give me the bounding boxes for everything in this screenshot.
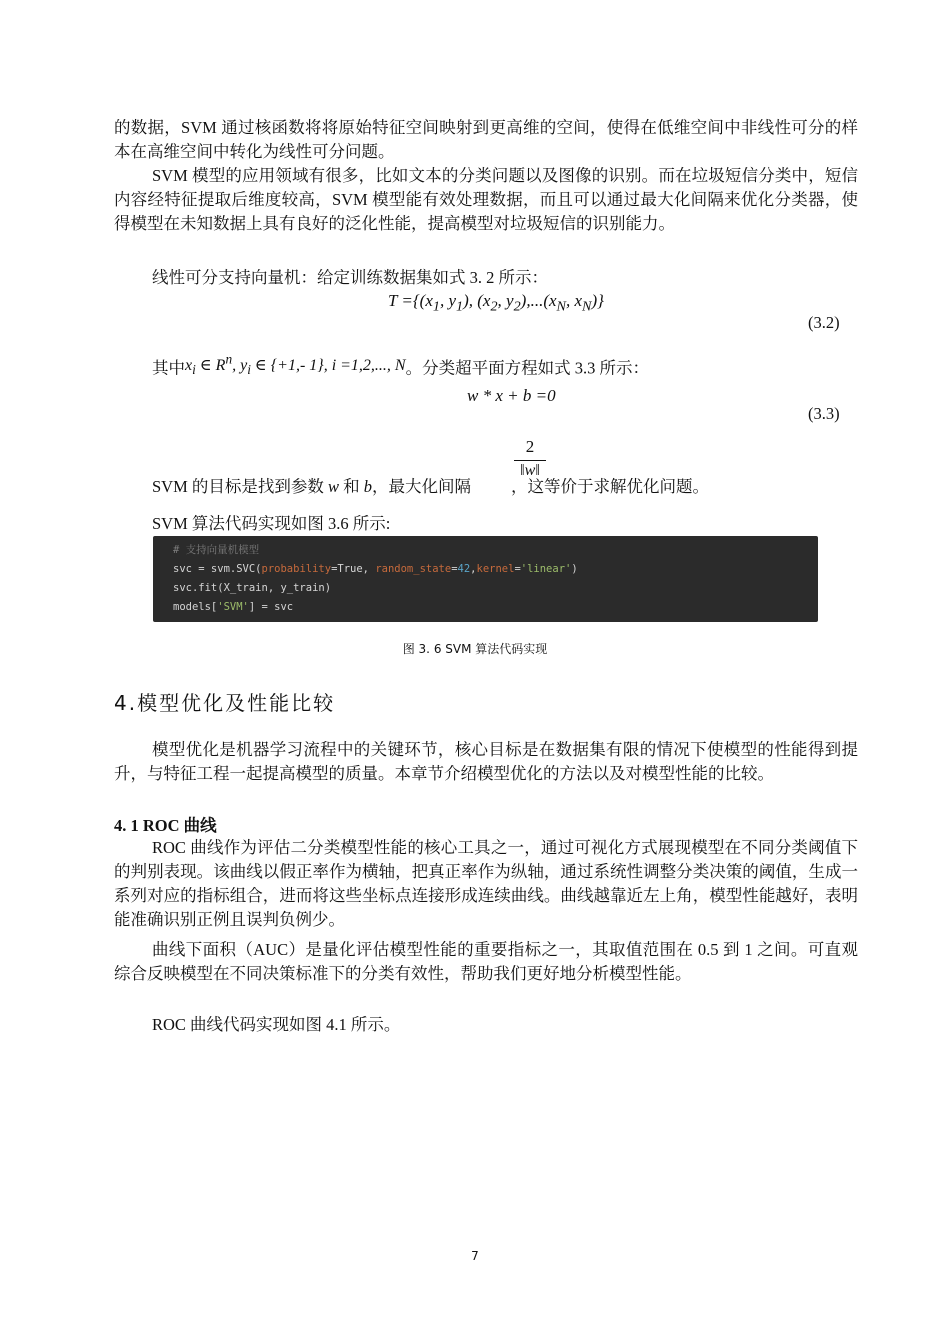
code-token: ] = svc <box>248 601 294 613</box>
conditions-math: $x_i$ ∈ $R^n$, $y_i$ ∈ {+1,- 1}, i =1,2,..., N <box>185 352 406 378</box>
equation-3-3: w * x + b =0 <box>467 386 556 405</box>
code-line-svc <box>173 560 818 579</box>
paragraph-code-intro: SVM 算法代码实现如图 3.6 所示: <box>152 514 391 533</box>
paragraph-auc: 曲线下面积（AUC）是量化评估模型性能的重要指标之一，其取值范围在 0.5 到 1 之间。可直观综合反映模型在不同决策标准下的分类有效性，帮助我们更好地分析模型性能。 <box>114 940 858 983</box>
code-string: 'linear' <box>520 563 572 575</box>
code-token: ) <box>571 563 578 575</box>
paragraph-model-optimization: 模型优化是机器学习流程中的关键环节，核心目标是在数据集有限的情况下使模型的性能得到提升，与特征工程一起提高模型的质量。本章节介绍模型优化的方法以及对模型性能的比较。 <box>114 740 858 783</box>
goal-w: w <box>328 477 340 496</box>
code-param: probability <box>261 563 332 575</box>
code-token: , <box>470 563 477 575</box>
conditions-prefix: 其中 <box>152 358 185 378</box>
code-line-fit: svc.fit(X_train, y_train) <box>173 582 332 594</box>
code-token: = <box>514 563 521 575</box>
code-param: random_state <box>375 563 452 575</box>
conditions-suffix: 。分类超平面方程如式 3.3 所示： <box>405 358 649 378</box>
code-token: models[ <box>173 601 218 613</box>
section-heading: 4.模型优化及性能比较 <box>114 691 336 715</box>
paragraph-roc: ROC 曲线作为评估二分类模型性能的核心工具之一，通过可视化方式展现模型在不同分类阈值下的判别表现。该曲线以假正率作为横轴，把真正率作为纵轴，通过系统性调整分类决策的阈值，生成一系列对应的指标组合，进而将这些坐标点连接形成连续曲线。曲线越靠近左上角，模型性能越好，表明能准确识别正例且误判负例少。 <box>114 838 858 929</box>
code-line-models <box>173 598 818 617</box>
goal-suffix: ，这等价于求解优化问题。 <box>511 477 710 496</box>
paragraph-conditions <box>114 351 858 386</box>
code-screenshot <box>153 536 818 622</box>
paragraph-svm-applications: SVM 模型的应用领域有很多，比如文本的分类问题以及图像的识别。而在垃圾短信分类中，短信内容经特征提取后维度较高，SVM 模型能有效处理数据，而且可以通过最大化间隔来优化分类器，使得模型在未知数据上具有良好的泛化性能，提高模型对垃圾短信的识别能力。 <box>114 166 858 233</box>
code-param: kernel <box>476 563 515 575</box>
paragraph-roc-code: ROC 曲线代码实现如图 4.1 所示。 <box>152 1015 401 1034</box>
goal-mid: 和 <box>339 477 364 496</box>
equation-number-3-3: (3.3) <box>808 404 840 423</box>
goal-prefix: SVM 的目标是找到参数 <box>152 477 329 496</box>
code-number: 42 <box>457 563 471 575</box>
paragraph-svm-kernel: 的数据，SVM 通过核函数将将原始特征空间映射到更高维的空间，使得在低维空间中非线性可分的样本在高维空间中转化为线性可分问题。 <box>114 118 858 161</box>
equation-3-2-text: $T =\{(x_1$, $y_1$), ($x_2$, $y_2),...(x_N$, $x_N$)} <box>388 291 604 315</box>
fraction-numerator: 2 <box>525 437 535 456</box>
figure-caption: 图 3. 6 SVM 算法代码实现 <box>402 642 548 656</box>
paragraph-svm-goal <box>114 475 858 499</box>
goal-mid2: ，最大化间隔 <box>372 477 472 496</box>
equation-3-2 <box>388 291 604 315</box>
goal-b: b <box>363 477 373 496</box>
fraction-denominator: ‖w‖ <box>520 462 540 479</box>
subsection-heading: 4. 1 ROC 曲线 <box>114 816 217 835</box>
code-token: =True, <box>331 563 376 575</box>
code-token: svc = svm.SVC( <box>173 563 262 575</box>
paragraph-linear-svm: 线性可分支持向量机：给定训练数据集如式 3. 2 所示： <box>152 268 548 287</box>
code-token: = <box>451 563 458 575</box>
page-number: 7 <box>471 1249 479 1263</box>
code-string: 'SVM' <box>217 601 249 613</box>
equation-number-3-2: (3.2) <box>808 313 840 332</box>
code-line-comment: # 支持向量机模型 <box>173 544 260 556</box>
